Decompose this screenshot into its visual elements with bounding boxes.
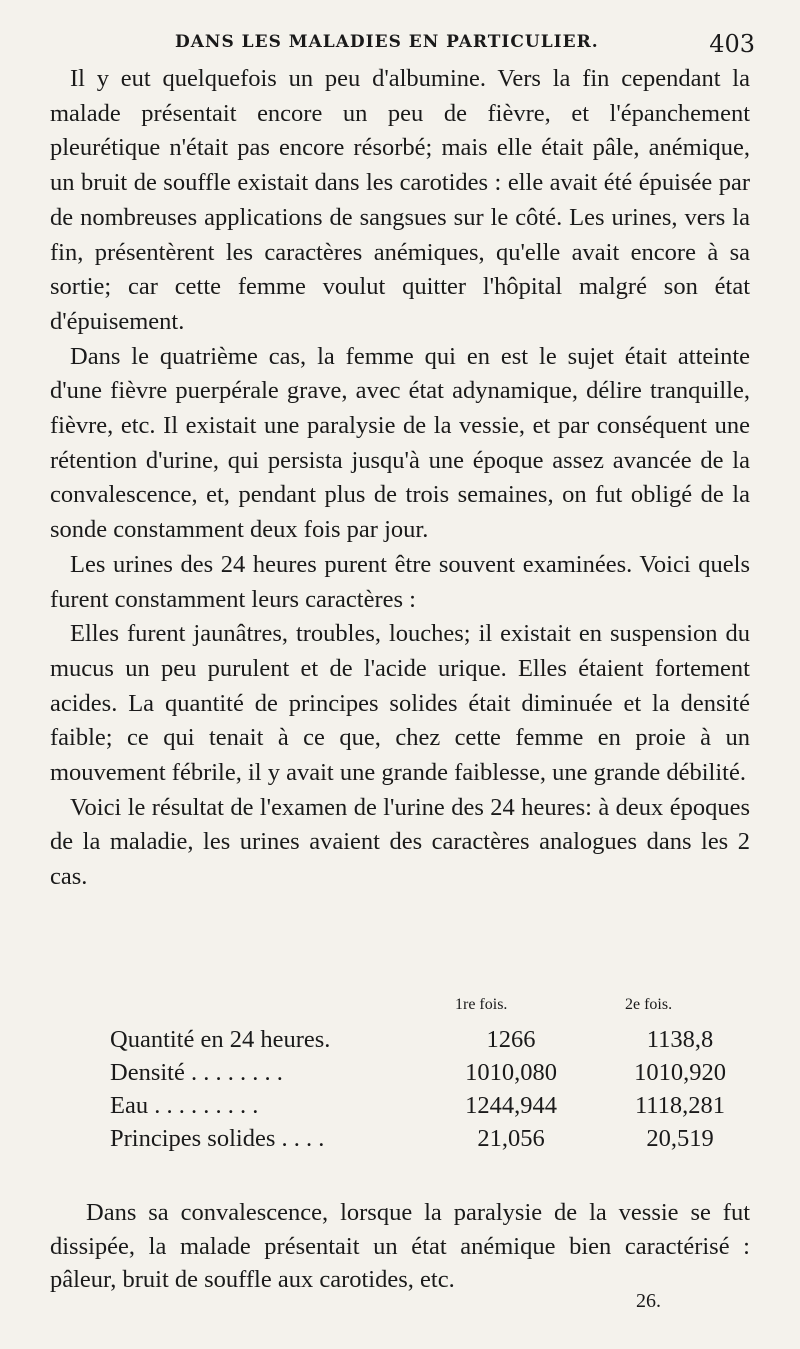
row-label: Quantité en 24 heures. [110,1026,331,1053]
paragraph: Dans sa convalescence, lorsque la paralysie de la vessie se fut dissipée, la malade présentait un état anémique bien caractérisé : pâleur, bruit de souffle aux carotides, etc. [50,1199,750,1293]
page-number: 403 [709,30,755,58]
running-head: DANS LES MALADIES EN PARTICULIER. [175,32,599,52]
page-header [150,30,755,64]
first-value: 21,056 [477,1125,545,1152]
row-label: Densité . . . . . . . . [110,1059,283,1086]
second-value: 1138,8 [646,1026,714,1053]
table-row [50,1026,750,1059]
first-value: 1010,080 [465,1059,557,1086]
closing-text [50,1196,750,1297]
second-value: 20,519 [646,1125,714,1152]
urine-results-table [50,996,750,1158]
table-header-row [50,996,750,1026]
second-value: 1118,281 [634,1092,726,1119]
paragraph: Voici le résultat de l'examen de l'urine des 24 heures: à deux époques de la maladie, les urines avaient des caractères analogues dans les 2 cas. [50,793,750,891]
table-row [50,1059,750,1092]
paragraph: Dans le quatrième cas, la femme qui en est le sujet était atteinte d'une fièvre puerpérale grave, avec état adynamique, délire tranquille, fièvre, etc. Il existait une paralysie de la vessie, et par conséquent une rétention d'urine, qui persista jusqu'à une époque assez avancée de la convalescence, et, pendant plus de trois semaines, on fut obligé de la sonde constamment deux fois par jour. [50,342,750,544]
body-text [50,62,750,895]
first-value: 1244,944 [465,1092,557,1119]
first-value: 1266 [486,1026,536,1053]
column-header-second: 2e fois. [625,996,673,1013]
row-label: Principes solides . . . . [110,1125,325,1152]
signature-mark: 26. [636,1290,661,1312]
second-value: 1010,920 [634,1059,726,1086]
paragraph: Elles furent jaunâtres, troubles, louches; il existait en suspension du mucus un peu purulent et de l'acide urique. Elles étaient fortement acides. La quantité de principes solides était diminuée et la densité faible; ce qui tenait à ce que, chez cette femme en proie à un mouvement fébrile, il y avait une grande faiblesse, une grande débilité. [50,620,750,787]
column-header-first: 1re fois. [455,996,508,1013]
row-label: Eau . . . . . . . . . [110,1092,259,1119]
table-row [50,1092,750,1125]
paragraph: Il y eut quelquefois un peu d'albumine. Vers la fin cependant la malade présentait encore un peu de fièvre, et l'épanchement pleurétique n'était pas encore résorbé; mais elle était pâle, anémique, un bruit de souffle existait dans les carotides : elle avait été épuisée par de nombreuses applications de sangsues sur le côté. Les urines, vers la fin, présentèrent les caractères anémiques, qu'elle avait encore à sa sortie; car cette femme voulut quitter l'hôpital malgré son état d'épuisement. [50,65,750,335]
table-row [50,1125,750,1158]
paragraph: Les urines des 24 heures purent être souvent examinées. Voici quels furent constamment leurs caractères : [50,550,750,613]
